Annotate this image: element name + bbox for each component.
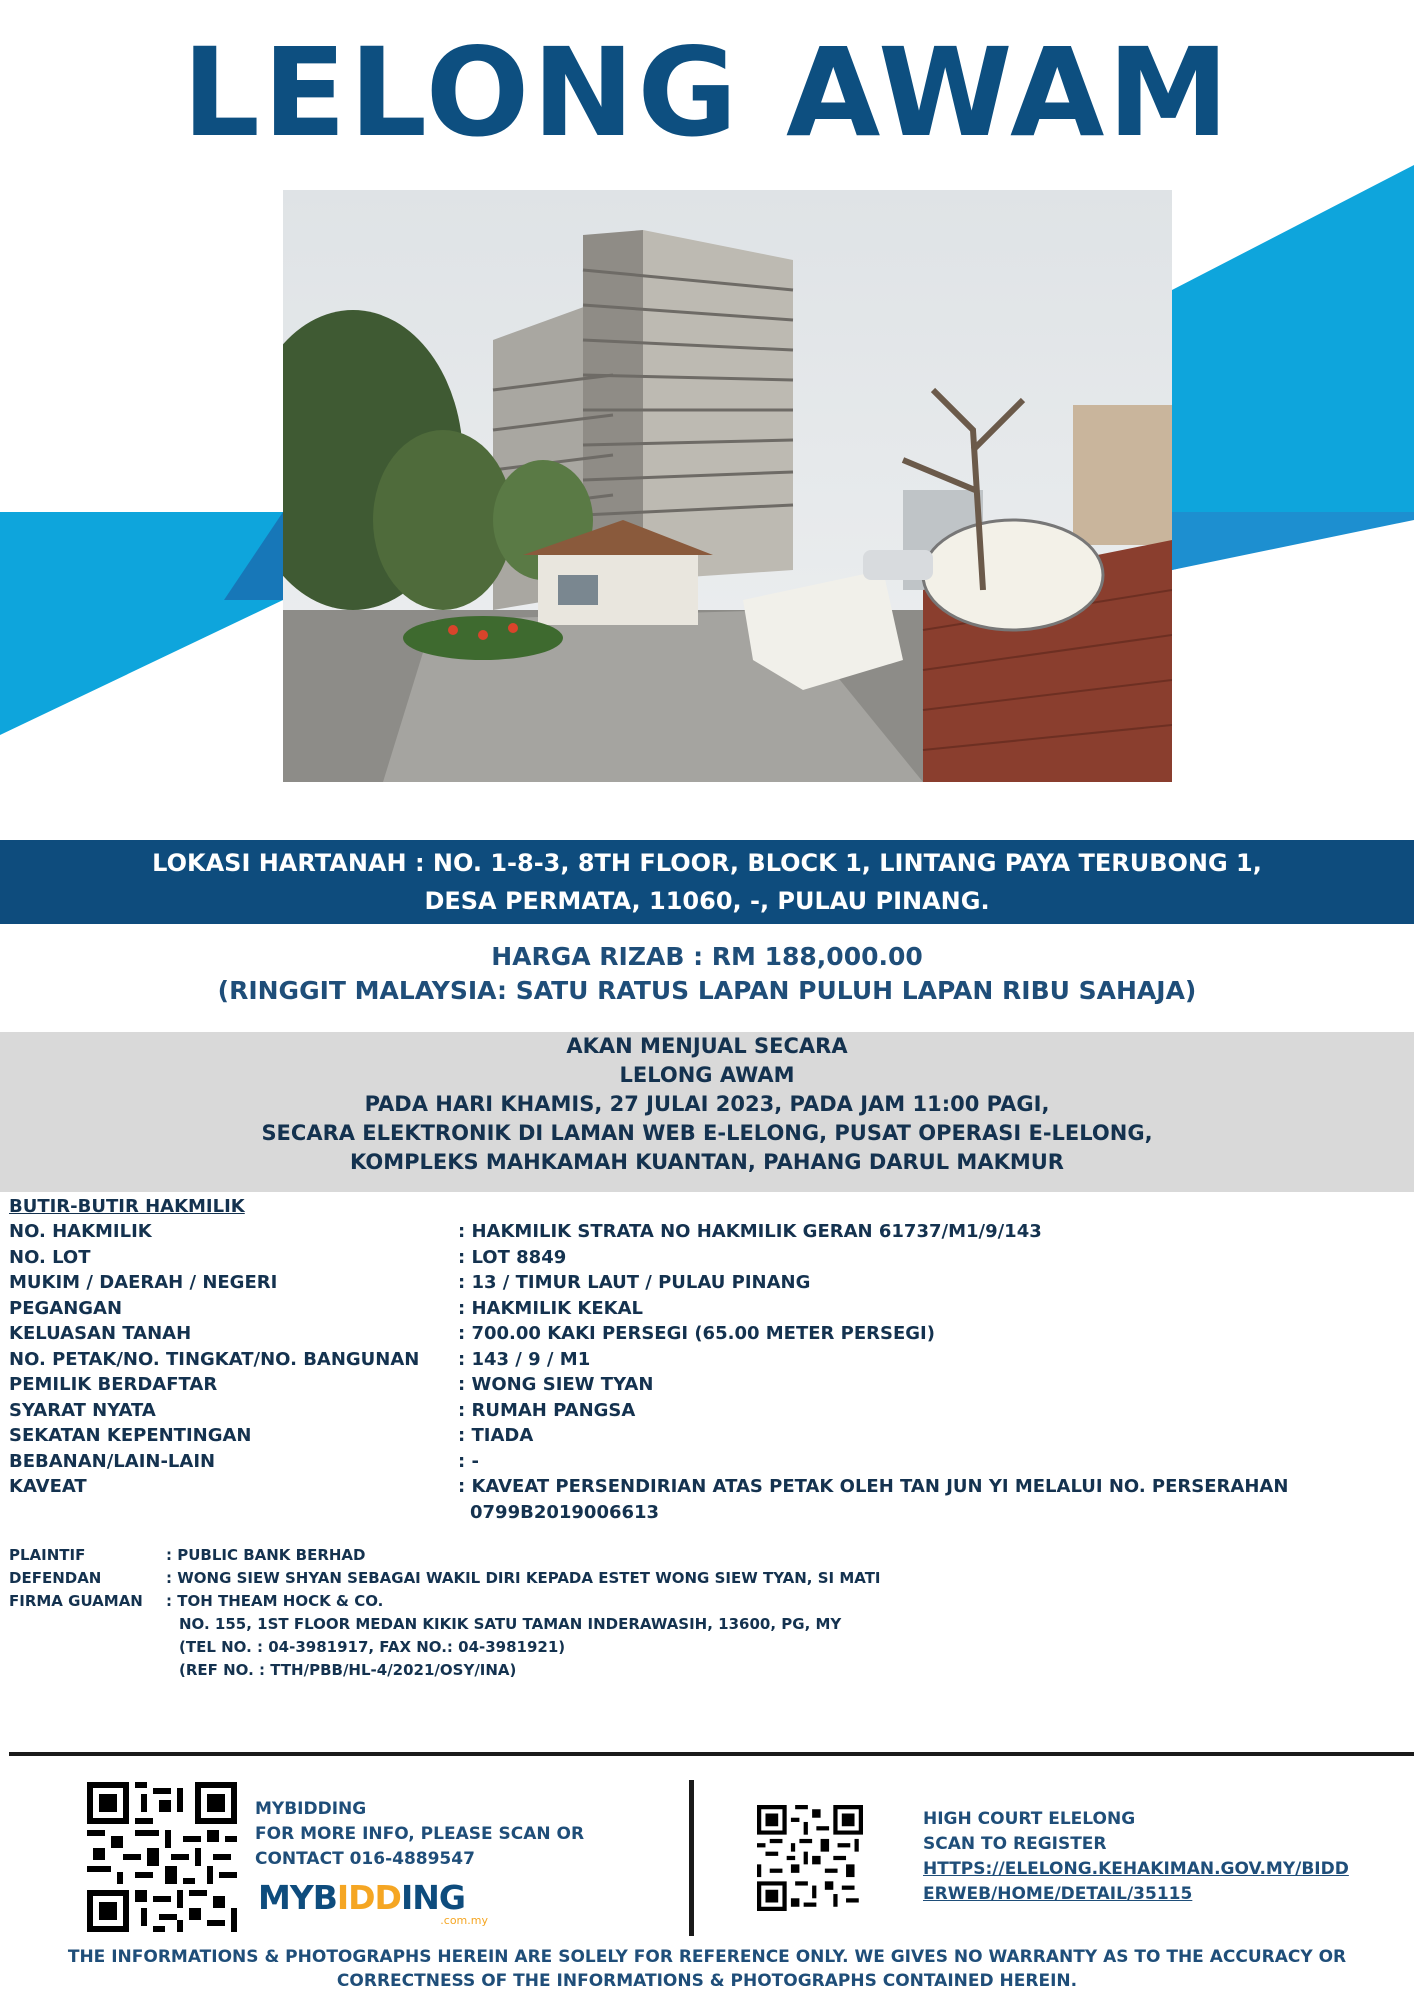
detail-value: : 700.00 KAKI PERSEGI (65.00 METER PERSEGI) [458, 1323, 935, 1344]
law-firm-value: : TOH THEAM HOCK & CO. [166, 1592, 384, 1610]
detail-row [9, 1245, 1409, 1271]
elelong-qr-code[interactable] [757, 1805, 863, 1911]
law-firm-address-row [9, 1613, 1409, 1636]
detail-row [9, 1372, 1409, 1398]
detail-value: : HAKMILIK STRATA NO HAKMILIK GERAN 61737/M1/9/143 [458, 1221, 1042, 1242]
plaintiff-value: : PUBLIC BANK BERHAD [166, 1546, 366, 1564]
defendant-row [9, 1567, 1409, 1590]
detail-label: PEMILIK BERDAFTAR [9, 1374, 218, 1395]
title-details [9, 1194, 1409, 1526]
law-firm-ref-row [9, 1659, 1409, 1682]
auction-line-4: SECARA ELEKTRONIK DI LAMAN WEB E-LELONG, PUSAT OPERASI E-LELONG, [261, 1121, 1153, 1145]
location-banner [0, 840, 1414, 924]
defendant-value: : WONG SIEW SHYAN SEBAGAI WAKIL DIRI KEPADA ESTET WONG SIEW TYAN, SI MATI [166, 1569, 881, 1587]
detail-value [458, 1474, 1318, 1525]
footer-divider [9, 1752, 1414, 1756]
law-firm-tel: (TEL NO. : 04-3981917, FAX NO.: 04-3981921) [179, 1638, 566, 1656]
plaintiff-label: PLAINTIF [9, 1546, 86, 1564]
detail-row [9, 1398, 1409, 1424]
detail-label: KELUASAN TANAH [9, 1323, 192, 1344]
disclaimer-line-2: CORRECTNESS OF THE INFORMATIONS & PHOTOGRAPHS CONTAINED HEREIN. [336, 1971, 1078, 1991]
plaintiff-row [9, 1544, 1409, 1567]
law-firm-ref: (REF NO. : TTH/PBB/HL-4/2021/OSY/INA) [179, 1661, 517, 1679]
mybidding-qr-code[interactable] [87, 1782, 237, 1932]
auction-line-2: LELONG AWAM [619, 1063, 795, 1087]
detail-label: NO. PETAK/NO. TINGKAT/NO. BANGUNAN [9, 1348, 420, 1370]
elelong-title: HIGH COURT ELELONG [923, 1809, 1136, 1829]
detail-label: SYARAT NYATA [9, 1399, 156, 1421]
caveat-line-2: 0799B2019006613 [470, 1501, 660, 1523]
disclaimer-line-1: THE INFORMATIONS & PHOTOGRAPHS HEREIN ARE SOLELY FOR REFERENCE ONLY. WE GIVES NO WARRANTY AS TO THE ACCURACY OR [67, 1947, 1347, 1967]
mybidding-info: FOR MORE INFO, PLEASE SCAN OR [255, 1824, 585, 1844]
detail-label: BEBANAN/LAIN-LAIN [9, 1450, 216, 1472]
location-line-2: DESA PERMATA, 11060, -, PULAU PINANG. [424, 887, 990, 915]
detail-value: : RUMAH PANGSA [458, 1399, 636, 1421]
detail-value: : LOT 8849 [458, 1246, 567, 1268]
detail-value: : 13 / TIMUR LAUT / PULAU PINANG [458, 1272, 811, 1293]
detail-value: : - [458, 1450, 479, 1472]
law-firm-address: NO. 155, 1ST FLOOR MEDAN KIKIK SATU TAMAN INDERAWASIH, 13600, PG, MY [179, 1615, 842, 1633]
detail-value: : HAKMILIK KEKAL [458, 1297, 643, 1319]
mybidding-contact [255, 1797, 584, 1872]
auction-line-5: KOMPLEKS MAHKAMAH KUANTAN, PAHANG DARUL MAKMUR [350, 1150, 1064, 1174]
parties-section [9, 1544, 1409, 1682]
mybidding-logo: MYBIDDING .com.my [258, 1878, 488, 1927]
detail-row [9, 1423, 1409, 1449]
detail-label: KAVEAT [9, 1476, 87, 1497]
auction-line-1: AKAN MENJUAL SECARA [566, 1034, 848, 1058]
detail-row [9, 1219, 1409, 1245]
location-line-1: LOKASI HARTANAH : NO. 1-8-3, 8TH FLOOR, BLOCK 1, LINTANG PAYA TERUBONG 1, [152, 849, 1262, 877]
detail-label: MUKIM / DAERAH / NEGERI [9, 1272, 278, 1293]
elelong-info [923, 1807, 1349, 1907]
reserve-price-words: (RINGGIT MALAYSIA: SATU RATUS LAPAN PULUH LAPAN RIBU SAHAJA) [217, 976, 1197, 1005]
mybidding-name: MYBIDDING [255, 1799, 367, 1819]
reserve-price [0, 940, 1414, 1008]
mybidding-phone: CONTACT 016-4889547 [255, 1849, 475, 1869]
detail-label: SEKATAN KEPENTINGAN [9, 1425, 252, 1446]
law-firm-row [9, 1590, 1409, 1613]
detail-row [9, 1321, 1409, 1347]
auction-line-3: PADA HARI KHAMIS, 27 JULAI 2023, PADA JAM 11:00 PAGI, [364, 1092, 1050, 1116]
reserve-price-amount: HARGA RIZAB : RM 188,000.00 [491, 942, 923, 971]
detail-value: : TIADA [458, 1425, 534, 1446]
detail-row [9, 1296, 1409, 1322]
page-title: LELONG AWAM [182, 22, 1232, 164]
detail-row [9, 1270, 1409, 1296]
detail-label: NO. HAKMILIK [9, 1221, 152, 1242]
title-details-heading: BUTIR-BUTIR HAKMILIK [9, 1196, 245, 1217]
disclaimer [40, 1945, 1374, 1993]
elelong-link[interactable]: HTTPS://ELELONG.KEHAKIMAN.GOV.MY/BIDD ERWEB/HOME/DETAIL/35115 [923, 1859, 1349, 1904]
detail-label: NO. LOT [9, 1246, 91, 1268]
law-firm-label: FIRMA GUAMAN [9, 1592, 143, 1610]
property-photo [283, 190, 1172, 782]
footer-vertical-divider [689, 1780, 694, 1936]
detail-label: PEGANGAN [9, 1297, 123, 1319]
caveat-line-1: : KAVEAT PERSENDIRIAN ATAS PETAK OLEH TAN JUN YI MELALUI NO. PERSERAHAN [458, 1476, 1289, 1497]
elelong-scan: SCAN TO REGISTER [923, 1834, 1107, 1854]
detail-value: : 143 / 9 / M1 [458, 1348, 591, 1370]
detail-value: : WONG SIEW TYAN [458, 1374, 654, 1395]
law-firm-tel-row [9, 1636, 1409, 1659]
defendant-label: DEFENDAN [9, 1569, 102, 1587]
auction-announcement [0, 1032, 1414, 1192]
detail-row [9, 1449, 1409, 1475]
detail-row [9, 1347, 1409, 1373]
detail-row [9, 1474, 1409, 1526]
